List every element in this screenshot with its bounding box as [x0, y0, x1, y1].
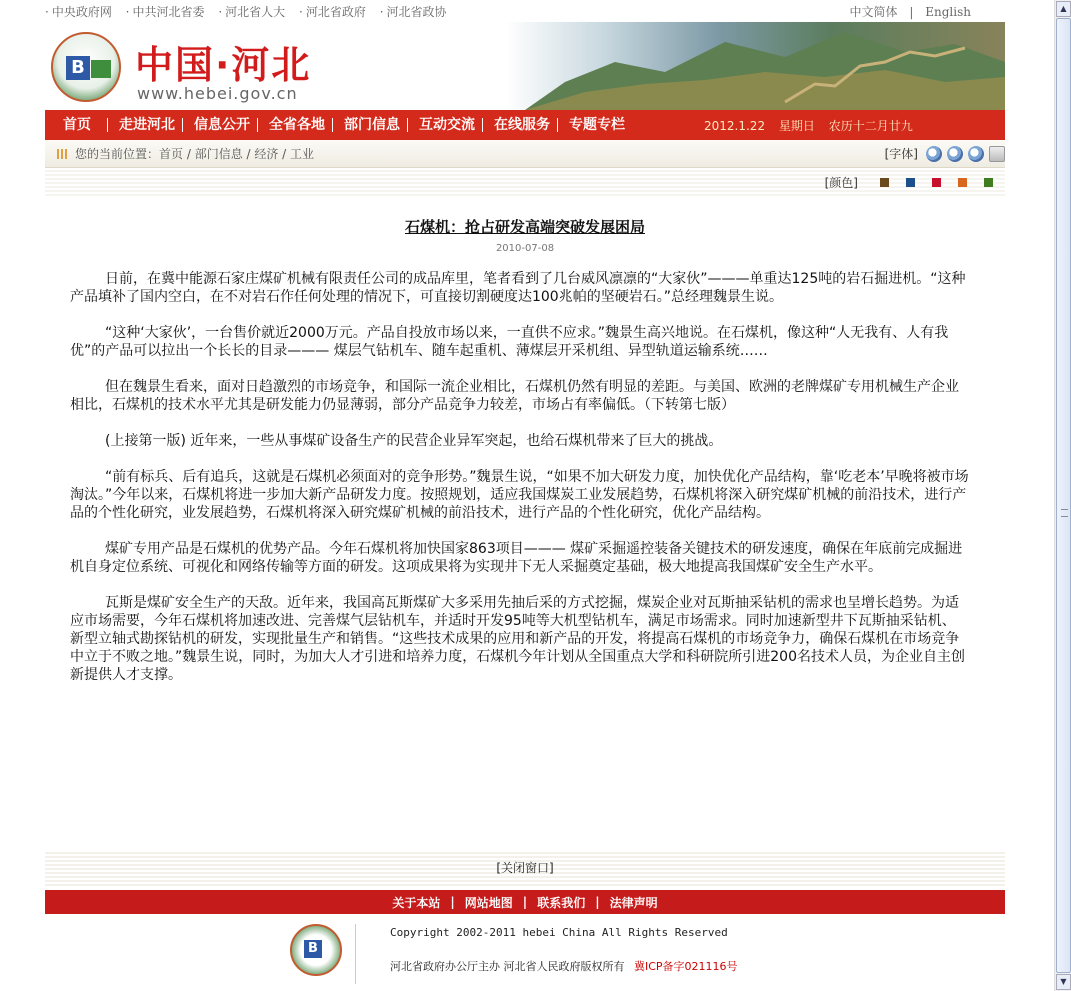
nav-special-topics[interactable]: 专题专栏 — [557, 118, 632, 132]
toplink-cppcc[interactable]: · 河北省政协 — [380, 5, 447, 19]
footer-owner-text: 河北省政府办公厅主办 河北省人民政府版权所有 — [390, 960, 625, 973]
nav-departments[interactable]: 部门信息 — [332, 118, 407, 132]
scroll-thumb[interactable] — [1056, 18, 1071, 973]
toplink-provincial-congress[interactable]: · 河北省人大 — [218, 5, 285, 19]
scroll-up-arrow-icon[interactable]: ▲ — [1056, 1, 1071, 17]
breadcrumb-prefix: 您的当前位置： — [75, 147, 160, 161]
site-url: www.hebei.gov.cn — [137, 84, 298, 103]
weekday-value: 星期日 — [778, 118, 815, 133]
article-paragraph: 瓦斯是煤矿安全生产的天敌。近年来，我国高瓦斯煤矿大多采用先抽后采的方式挖掘，煤炭企业对瓦斯抽采钻机的需求也呈增长趋势。为适应市场需要，今年石煤机将加速改进、完善煤气层钻机车，并适时开发95吨等大机型钻机车，满足市场需求。同时加速新型井下瓦斯抽采钻机、新型立轴式勘探钻机的研发，实现批量生产和销售。“这些技术成果的应用和新产品的开发，将提高石煤机的市场竞争力，确保石煤机在市场竞争中立于不败之地。”魏景生说，同时，为加大人才引进和培养力度，石煤机今年计划从全国重点大学和科研院所引进200名技术人员，为企业自主创新提供人才支撑。 — [70, 595, 965, 683]
article-paragraph: “前有标兵、后有追兵，这就是石煤机必须面对的竞争形势。”魏景生说，“如果不加大研发力度，加快优化产品结构，靠‘吃老本’早晚将被市场淘汰。”今年以来，石煤机将进一步加大新产品研发力度。按照规划，适应我国煤炭工业发展趋势，石煤机将深入研究煤矿机械的前沿技术，进行产品的个性化研究，业发展趋势，石煤机将深入研究煤矿机械的前沿技术，进行产品的个性化研究，优化产品结构。 — [70, 469, 969, 521]
print-icon[interactable] — [989, 146, 1005, 162]
article — [45, 216, 1005, 684]
nav-regions[interactable]: 全省各地 — [257, 118, 332, 132]
page — [45, 0, 1005, 973]
scroll-down-arrow-icon[interactable]: ▼ — [1056, 974, 1071, 990]
article-paragraph: 日前，在冀中能源石家庄煤矿机械有限责任公司的成品库里，笔者看到了几台威风凛凛的“大家伙”———单重达125吨的岩石掘进机。“这种产品填补了国内空白，在不对岩石作任何处理的情况下，可直接切割硬度达100兆帕的坚硬岩石。”总经理魏景生说。 — [70, 271, 966, 305]
great-wall-mountain-image — [525, 22, 1005, 110]
lang-separator: | — [909, 4, 914, 19]
toplink-provincial-gov[interactable]: · 河北省政府 — [299, 5, 366, 19]
footer-separator: | — [522, 895, 528, 909]
breadcrumb-grid-icon — [57, 149, 67, 159]
nav-online-services[interactable]: 在线服务 — [482, 118, 557, 132]
top-links-bar — [45, 0, 1005, 22]
footer-separator: | — [595, 895, 600, 909]
close-window-bar — [45, 850, 1005, 886]
scroll-grip-icon — [1061, 509, 1068, 517]
footer — [45, 920, 1005, 990]
lang-chinese-link[interactable]: 中文简体 — [849, 4, 898, 19]
color-swatch-green[interactable] — [984, 178, 993, 187]
lang-english-link[interactable]: English — [925, 4, 971, 19]
footer-owner — [390, 958, 738, 974]
nav-interaction[interactable]: 互动交流 — [407, 118, 482, 132]
toplink-central-gov[interactable]: · 中央政府网 — [45, 5, 112, 19]
date-value: 2012.1.22 — [704, 118, 766, 133]
footer-divider — [355, 924, 356, 984]
article-body — [70, 270, 969, 684]
zoom-reset-icon[interactable] — [947, 146, 963, 162]
breadcrumb — [45, 140, 1005, 168]
nav-info-disclosure[interactable]: 信息公开 — [182, 118, 257, 132]
footer-copyright: Copyright 2002-2011 hebei China All Rights Reserved — [390, 926, 728, 939]
lunar-date-value: 农历十二月廿九 — [828, 118, 913, 133]
color-swatch-orange[interactable] — [958, 178, 967, 187]
footer-link-about[interactable]: 关于本站 — [392, 895, 441, 910]
hebei-emblem-logo[interactable]: B — [51, 32, 121, 102]
footer-link-contact[interactable]: 联系我们 — [537, 895, 586, 910]
color-theme-bar — [45, 168, 1005, 196]
font-size-label: [字体] — [884, 147, 918, 161]
footer-emblem-logo: B — [290, 924, 342, 976]
color-label: [颜色] — [824, 175, 858, 190]
nav-home[interactable]: 首页 — [63, 117, 91, 133]
zoom-out-icon[interactable] — [968, 146, 984, 162]
zoom-in-icon[interactable] — [926, 146, 942, 162]
site-title[interactable]: 中国·河北 — [135, 43, 312, 87]
article-paragraph: 但在魏景生看来，面对日趋激烈的市场竞争，和国际一流企业相比，石煤机仍然有明显的差距。与美国、欧洲的老牌煤矿专用机械生产企业相比，石煤机的技术水平尤其是研发能力仍显薄弱，部分产品竞争力较差，市场占有率偏低。（下转第七版） — [70, 379, 959, 413]
toplink-party-committee[interactable]: · 中共河北省委 — [126, 5, 205, 19]
footer-icp-link[interactable]: 冀ICP备字021116号 — [634, 960, 738, 973]
breadcrumb-path[interactable]: 首页 / 部门信息 / 经济 / 工业 — [159, 147, 315, 161]
color-swatch-red[interactable] — [932, 178, 941, 187]
article-paragraph: “这种‘大家伙’，一台售价就近2000万元。产品自投放市场以来，一直供不应求。”魏景生高兴地说。在石煤机，像这种“人无我有、人有我优”的产品可以拉出一个长长的目录——— 煤层气钻机车、随车起重机、薄煤层开采机组、异型轨道运输系统…… — [70, 325, 949, 359]
color-swatch-brown[interactable] — [880, 178, 889, 187]
footer-nav — [45, 890, 1005, 914]
article-paragraph: 煤矿专用产品是石煤机的优势产品。今年石煤机将加快国家863项目——— 煤矿采掘遥控装备关键技术的研发速度，确保在年底前完成掘进机自身定位系统、可视化和网络传输等方面的研发。这项成果将为实现井下无人采掘奠定基础，极大地提高我国煤矿安全生产水平。 — [70, 541, 963, 575]
main-nav — [45, 110, 1005, 140]
footer-separator: | — [450, 895, 455, 909]
site-banner — [45, 22, 1005, 110]
close-window-link[interactable]: [关闭窗口] — [496, 861, 554, 875]
article-date: 2010-07-08 — [495, 243, 555, 254]
article-title: 石煤机：抢占研发高端突破发展困局 — [404, 218, 645, 236]
nav-about-hebei[interactable]: 走进河北 — [107, 118, 182, 132]
article-paragraph: (上接第一版) 近年来，一些从事煤矿设备生产的民营企业异军突起，也给石煤机带来了巨大的挑战。 — [105, 433, 723, 449]
footer-link-legal[interactable]: 法律声明 — [609, 895, 658, 910]
nav-date — [704, 117, 923, 134]
footer-link-sitemap[interactable]: 网站地图 — [464, 895, 513, 910]
vertical-scrollbar[interactable] — [1054, 0, 1071, 991]
color-swatch-blue[interactable] — [906, 178, 915, 187]
